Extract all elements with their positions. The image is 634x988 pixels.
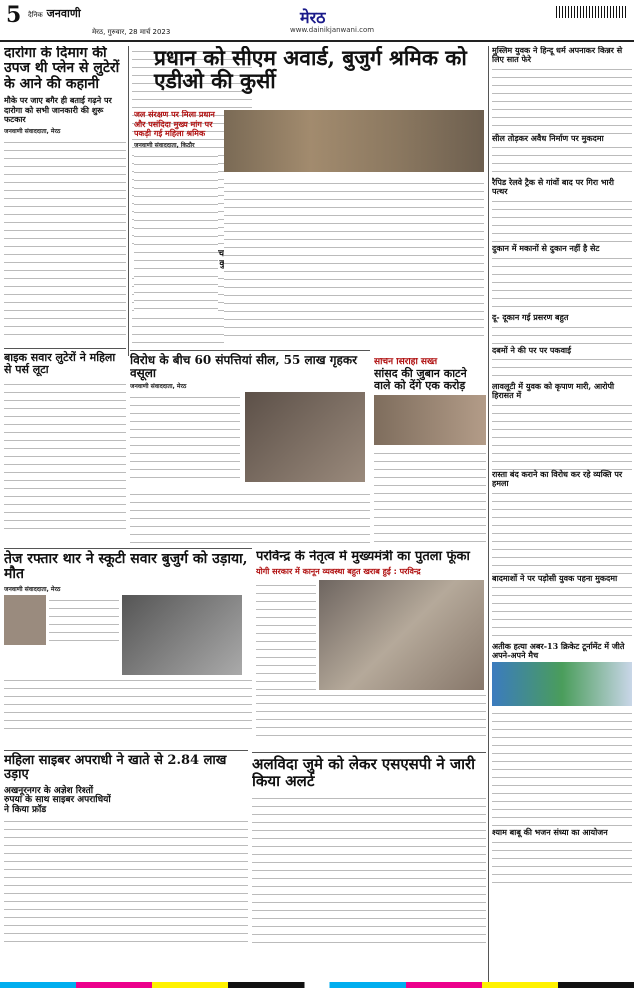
photo-victim [4,595,46,645]
body-text [134,151,218,311]
story-19 [4,548,252,748]
headline-9: लावलूटी में युवक को कृपाण मारी, आरोपी हिरासत में [492,381,615,401]
subheadline: अखनूरनगर के अज्ञेश रिश्तों रुपया के साथ साइबर अपराधियों ने किया फ्रॉड [4,785,111,816]
body-text [130,392,240,482]
masthead [0,0,634,42]
headline: विरोध के बीच 60 संपत्तियां सील, 55 लाख गृहकर वसूला [130,353,358,381]
headline-5: रैपिड रेलवे ट्रैक से गांवों बाद पर गिरा भारी पत्थर [492,177,614,197]
story-18 [374,358,486,550]
subheadline: योगी सरकार में कानून व्यवस्था बहुत खराब हुई : परविन्द्र [256,567,421,577]
photo-car [122,595,242,675]
headline: अलविदा जुमे को लेकर एसएसपी ने जारी किया अलर्ट [252,755,476,790]
story-22 [252,752,486,986]
headline: सांसद की जुबान काटने वाले को देंगे एक करोड़ [374,366,467,392]
right-column [492,46,632,986]
headline: परविन्द्र के नेतृत्व में मुख्यमंत्री का पुतला फूंका [256,550,470,564]
headline: दारोगा के दिमाग की उपज थी प्लेन से लुटेरों के आने की कहानी [4,46,120,92]
website: www.dainikjanwani.com [290,26,375,34]
headline-3: मुस्लिम युवक ने हिन्दू धर्म अपनाकर किन्नर से लिए सात फेरे [492,46,623,64]
story-20 [256,550,486,750]
story-14 [4,348,126,538]
headline-4: सील तोड़कर अवैध निर्माण पर मुकदमा [492,132,604,143]
body-text [224,178,484,343]
kicker: सचिन सिरोही सख्त [374,358,438,367]
headline-8: दबमों ने की पर पर पकवाई [492,344,572,355]
body-text [130,489,370,549]
story-1 [4,46,126,346]
lead-body [224,178,484,348]
headline-12: अतीक हत्या अबर-13 क्रिकेट टूर्नामेंट में जीते अपने-अपने मैच [492,641,625,661]
story-16 [130,350,370,550]
headline: तेज रफ्तार थार ने स्कूटी सवार बुजुर्ग को उड़ाया, मौत [4,551,248,583]
byline: जनवाणी संवाददाता, मेरठ [130,383,187,391]
headline-11: बादमाशों ने पर पड़ोसी युवक पहना मुकदमा [492,572,618,583]
byline: जनवाणी संवाददाता, किठौर [134,141,195,149]
subheadline: मौके पर जाए बगैर ही बताई गढ़ने पर दारोगा को सभी जानकारी की शुरू फटकार [4,96,112,125]
photo-cricket [492,662,632,706]
barcode-icon [556,6,626,18]
headline: महिला साइबर अपराधी ने खाते से 2.84 लाख उड़ाए [4,753,227,783]
lead-sub [134,110,218,350]
photo-sealing [245,392,365,482]
body-text [4,137,126,337]
headline-13: श्याम बाबू की भजन संध्या का आयोजन [492,826,608,837]
paper-title: जनवाणी [46,7,81,20]
city-name: मेरठ [300,8,326,27]
paper-prefix: दैनिक [28,11,43,19]
byline: जनवाणी संवाददाता, मेरठ [4,585,61,593]
photo-sachin [374,395,486,445]
headline-7: दू- दूकान गई प्रसरण बहुत [492,311,569,322]
photo-protest [319,580,484,690]
body-text [374,448,486,548]
headline-6: दुकान में मकानों से दुकान नहीं है सेट [492,242,600,253]
headline: प्रधान को सीएम अवार्ड, बुजुर्ग श्रमिक को एडीओ की कुर्सी [154,46,467,94]
print-color-strip [0,982,634,988]
photo-award [224,110,484,172]
issue-line: मेरठ, गुरुवार, 28 मार्च 2023 [92,28,171,36]
page-number: 5 [6,2,22,28]
headline: बाइक सवार लुटेरों ने महिला से पर्स लूटा [4,351,116,377]
byline: जनवाणी संवाददाता, मेरठ [4,127,61,135]
body-text [4,379,126,529]
paper-name [28,6,81,21]
story-21 [4,750,248,986]
subheadline: जल संरक्षण पर मिला प्रधान और पसंदिदा मुख्य मांग पर पकड़ी गई महिला श्रमिक [134,110,215,139]
headline-10: रास्ता बंद कराने का विरोध कर रहे व्यक्ति पर हमला [492,468,623,488]
